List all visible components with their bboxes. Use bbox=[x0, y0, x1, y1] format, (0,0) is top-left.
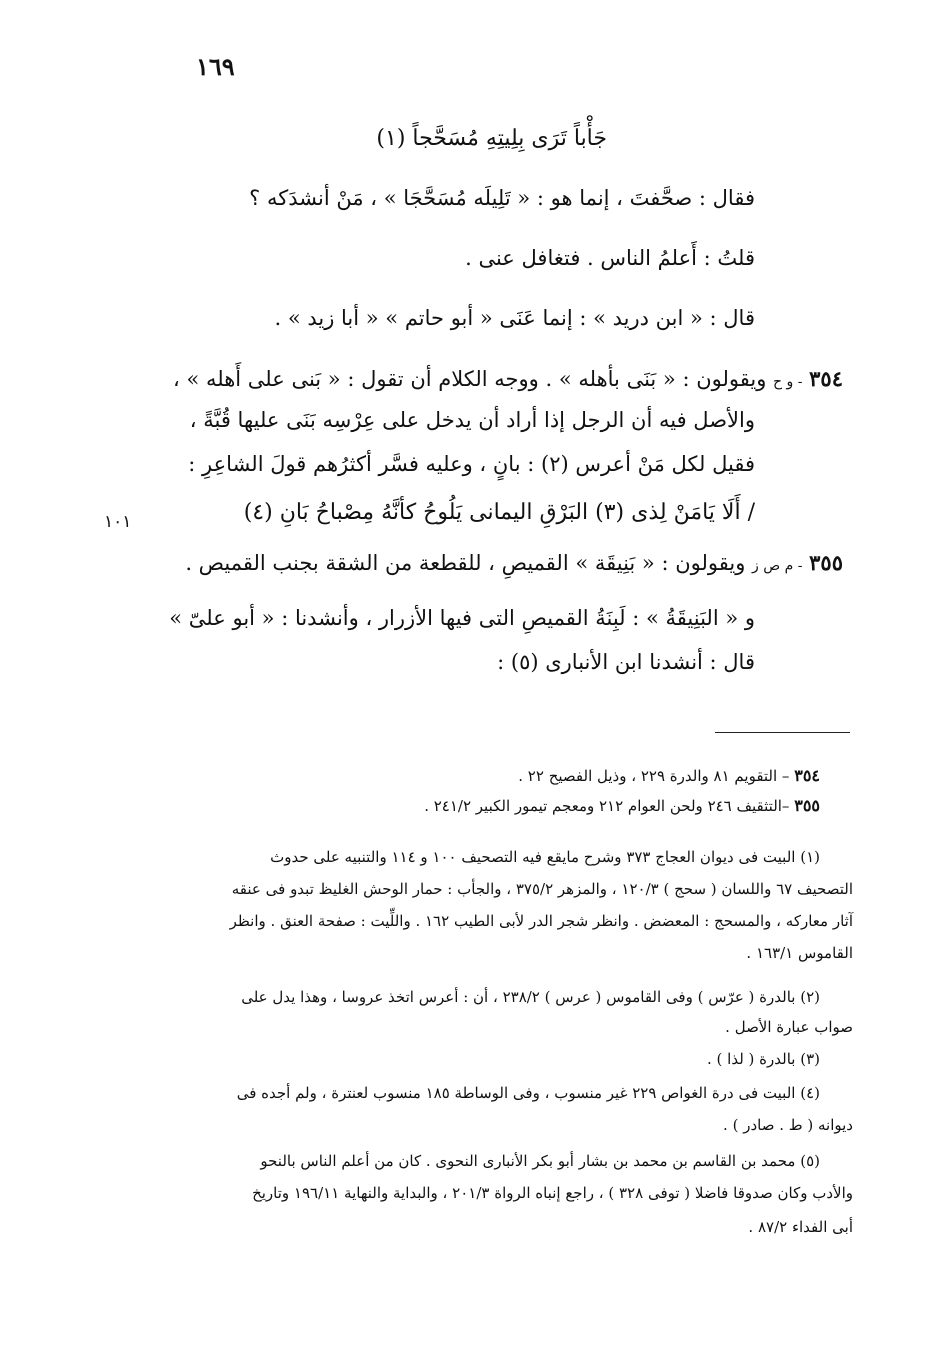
text-line-10: قال : أنشدنا ابن الأنبارى (٥) : bbox=[497, 650, 755, 674]
footnote-ref-355-text: –التثقيف ٢٤٦ ولحن العوام ٢١٢ ومعجم تيمور الكبير ٢٤١/٢ . bbox=[424, 797, 790, 815]
footnote-4-line-1: (٤) البيت فى درة الغواص ٢٢٩ غير منسوب ، وفى الوساطة ١٨٥ منسوب لعنترة ، ولم أجده فى bbox=[236, 1084, 820, 1102]
verse-line-1: جَأْباً تَرَى بِلِيتِهِ مُسَحَّجاً (١) bbox=[376, 126, 607, 151]
entry-355-code: - م ص ز bbox=[752, 558, 803, 574]
footnote-5-line-2: والأدب وكان صدوقا فاضلا ( توفى ٣٢٨ ) ، راجع إنباه الرواة ٢٠١/٣ ، والبداية والنهاية ١٩٦/١١ وتاريخ bbox=[252, 1184, 853, 1202]
footnote-2-line-1: (٢) بالدرة ( عرّس ) وفى القاموس ( عرس ) ٢٣٨/٢ ، أن : أعرس اتخذ عروسا ، وهذا يدل على bbox=[241, 988, 820, 1006]
footnote-5-line-3: أبى الفداء ٨٧/٢ . bbox=[748, 1218, 853, 1236]
footnote-1-line-2: التصحيف ٦٧ واللسان ( سحج ) ١٢٠/٣ ، والمزهر ٣٧٥/٢ ، والجأب : حمار الوحش الغليظ تبدو فى عنقه bbox=[231, 880, 853, 898]
footnote-1-line-1: (١) البيت فى ديوان العجاج ٣٧٣ وشرح مايقع فيه التصحيف ١٠٠ و ١١٤ والتنبيه على حدوث bbox=[270, 848, 820, 866]
entry-354-code: - و ح bbox=[773, 374, 803, 390]
footnote-5-line-1: (٥) محمد بن القاسم بن محمد بن بشار أبو بكر الأنبارى النحوى . كان من أعلم الناس بالنحو bbox=[260, 1152, 820, 1170]
entry-354-number: ٣٥٤ bbox=[809, 366, 843, 391]
text-line-6: فقيل لكل مَنْ أعرس (٢) : بانٍ ، وعليه فسَّر أكثرُهم قولَ الشاعِرِ : bbox=[188, 452, 755, 476]
footnote-ref-354-number: ٣٥٤ bbox=[794, 766, 820, 785]
page-number: ١٦٩ bbox=[196, 52, 235, 81]
footnote-3-line-1: (٣) بالدرة ( لذا ) . bbox=[707, 1050, 820, 1068]
entry-355-text: ويقولون : « بَنِيقَة » القميصِ ، للقطعة من الشقة بجنب القميص . bbox=[185, 551, 746, 575]
text-line-5: والأصل فيه أن الرجل إذا أراد أن يدخل على عِرْسِه بَنَى عليها قُبَّةً ، bbox=[189, 408, 755, 432]
entry-354-text: ويقولون : « بَنَى بأهله » . ووجه الكلام أن تقول : « بَنى على أَهله » ، bbox=[173, 367, 767, 391]
entry-355-number: ٣٥٥ bbox=[809, 550, 843, 575]
entry-354-line bbox=[173, 366, 843, 391]
text-line-3: قال : « ابن دريد » : إنما عَنَى « أبو حاتم » « أبا زيد » . bbox=[274, 306, 755, 330]
footnote-1-line-4: القاموس ١٦٣/١ . bbox=[746, 944, 853, 962]
footnote-4-line-2: ديوانه ( ط . صادر ) . bbox=[723, 1116, 853, 1134]
footnote-ref-354-text: – التقويم ٨١ والدرة ٢٢٩ ، وذيل الفصيح ٢٢ . bbox=[518, 767, 790, 785]
footnote-ref-355-number: ٣٥٥ bbox=[794, 796, 820, 815]
footnote-ref-355 bbox=[424, 796, 820, 815]
margin-reference: ١٠١ bbox=[104, 512, 132, 532]
footnote-2-line-2: صواب عبارة الأصل . bbox=[725, 1018, 853, 1036]
footnote-1-line-3: آثار معاركه ، والمسحج : المعضض . وانظر شجر الدر لأبى الطيب ١٦٢ . واللِّيت : صفحة العنق . وانظر bbox=[229, 912, 853, 930]
footnote-divider bbox=[715, 732, 850, 733]
entry-355-line bbox=[185, 550, 843, 575]
verse-line-2: / أَلَا يَامَنْ لِذى (٣) البَرْقِ اليمانى يَلُوحُ كأنَّهُ مِصْباحُ بَانِ (٤) bbox=[243, 500, 755, 525]
text-line-2: قلتُ : أَعلمُ الناس . فتغافل عنى . bbox=[465, 246, 755, 270]
footnote-ref-354 bbox=[518, 766, 820, 785]
text-line-1: فقال : صحَّفتَ ، إنما هو : « تَلِيلَه مُسَحَّجَا » ، مَنْ أنشدَكه ؟ bbox=[249, 186, 755, 210]
text-line-9: و « البَنِيقَةُ » : لَبِنَةُ القميصِ التى فيها الأزرار ، وأنشدنا : « أبو علىّ » bbox=[169, 606, 755, 630]
